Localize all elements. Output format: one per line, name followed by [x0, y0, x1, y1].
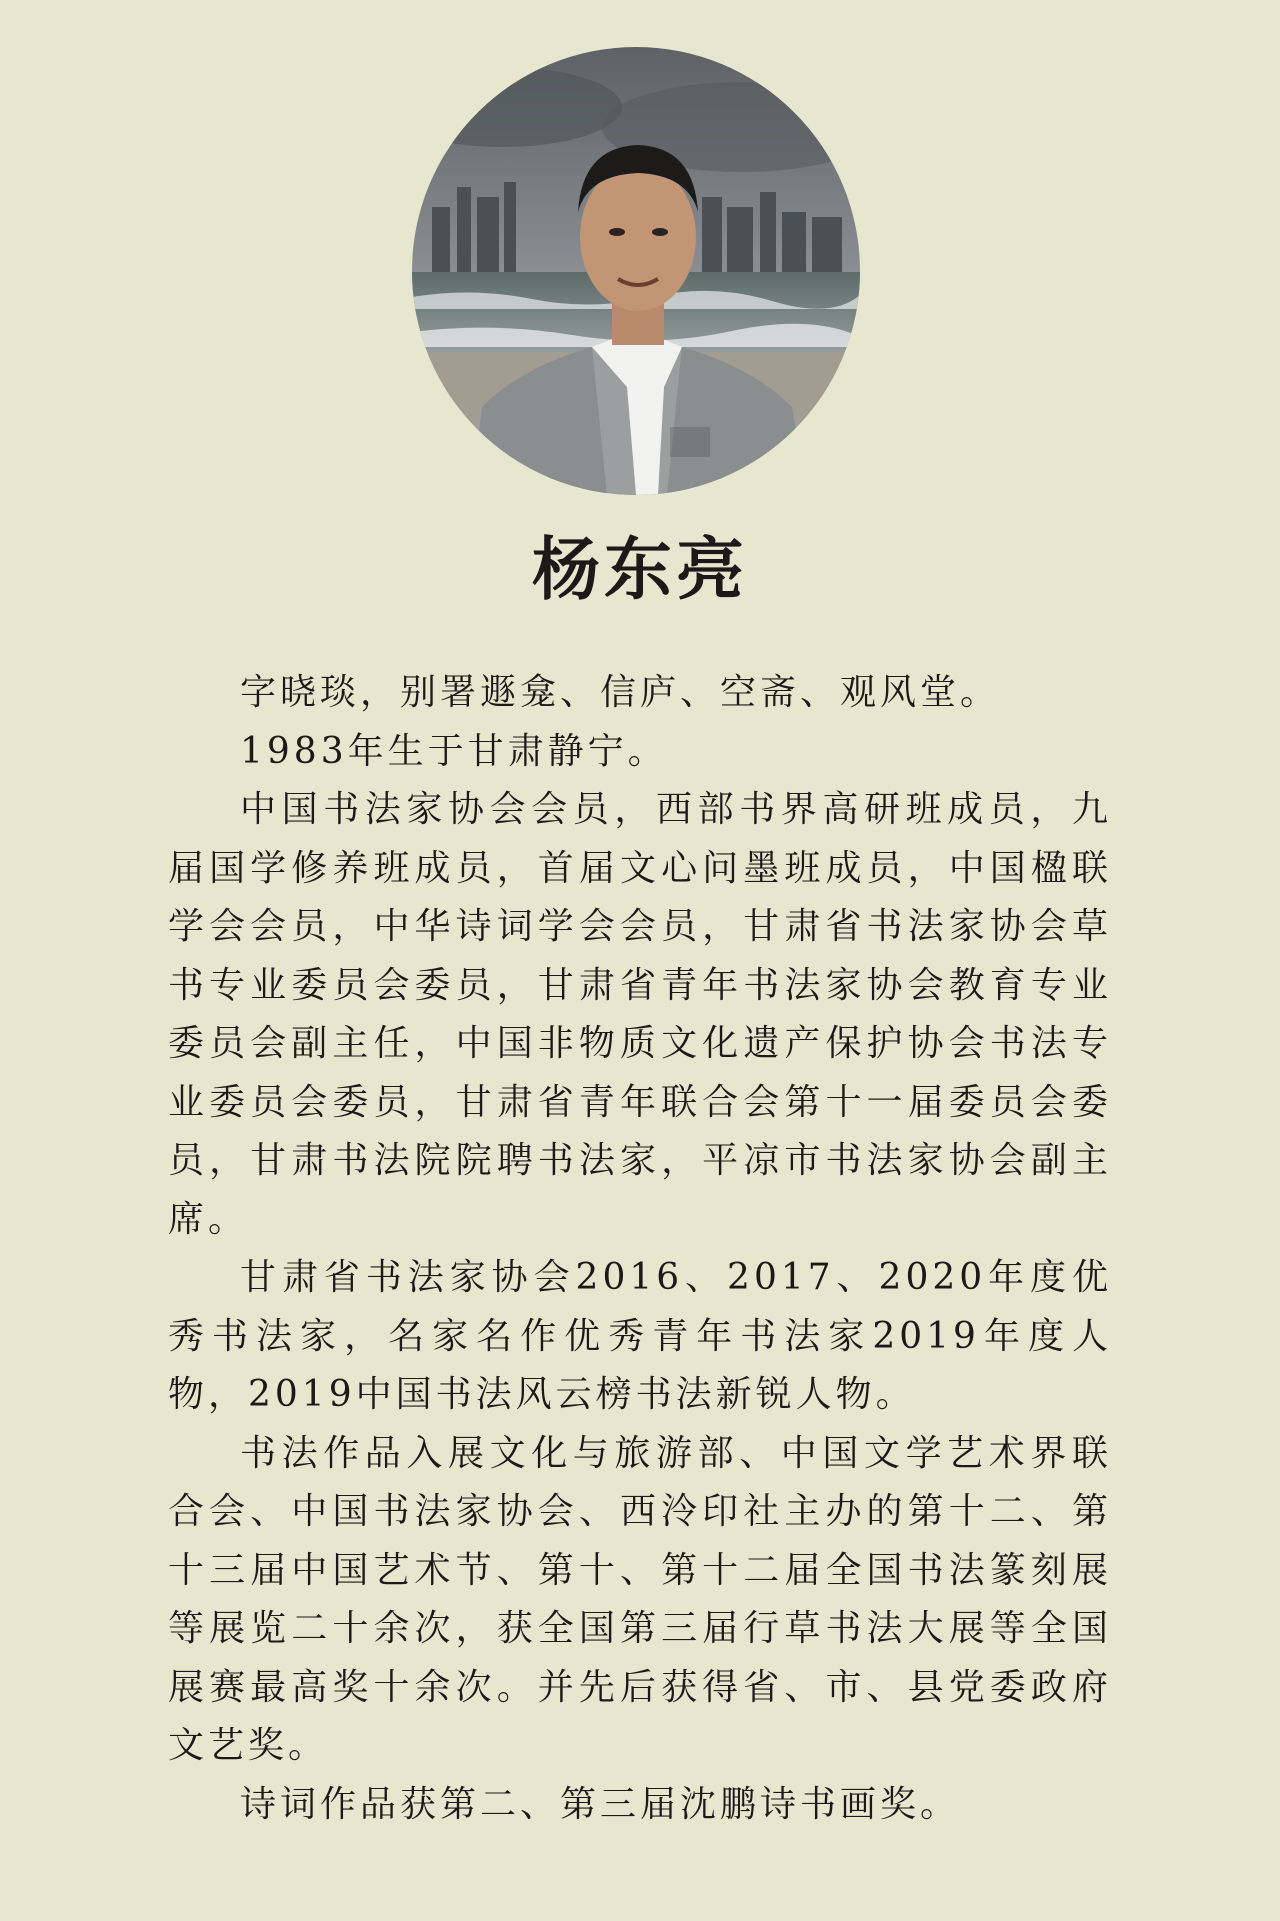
- bio-paragraph: 字晓琰，别署遯龛、信庐、空斋、观风堂。: [240, 672, 1001, 713]
- bio-paragraph: 1983年生于甘肃静宁。: [240, 730, 668, 772]
- portrait-illustration: [412, 47, 860, 495]
- bio-paragraph: 甘肃省书法家协会2016、2017、2020年度优秀书法家，名家名作优秀青年书法家2019年度人物，2019中国书法风云榜书法新锐人物。: [168, 1257, 1112, 1415]
- bio-paragraph: 书法作品入展文化与旅游部、中国文学艺术界联合会、中国书法家协会、西泠印社主办的第十二、第十三届中国艺术节、第十、第十二届全国书法篆刻展等展览二十余次，获全国第三届行草书法大展等全国展赛最高奖十余次。并先后获得省、市、县党委政府文艺奖。: [168, 1432, 1112, 1766]
- bio-paragraph: 中国书法家协会会员，西部书界高研班成员，九届国学修养班成员，首届文心问墨班成员，中国楹联学会会员，中华诗词学会会员，甘肃省书法家协会草书专业委员会委员，甘肃省青年书法家协会教育专业委员会副主任，中国非物质文化遗产保护协会书法专业委员会委员，甘肃省青年联合会第十一届委员会委员，甘肃书法院院聘书法家，平凉市书法家协会副主席。: [168, 789, 1112, 1240]
- biography: [168, 664, 1112, 1834]
- person-name: 杨东亮: [531, 530, 748, 610]
- bio-paragraph: 诗词作品获第二、第三届沈鹏诗书画奖。: [240, 1783, 961, 1825]
- portrait-photo: [412, 47, 860, 495]
